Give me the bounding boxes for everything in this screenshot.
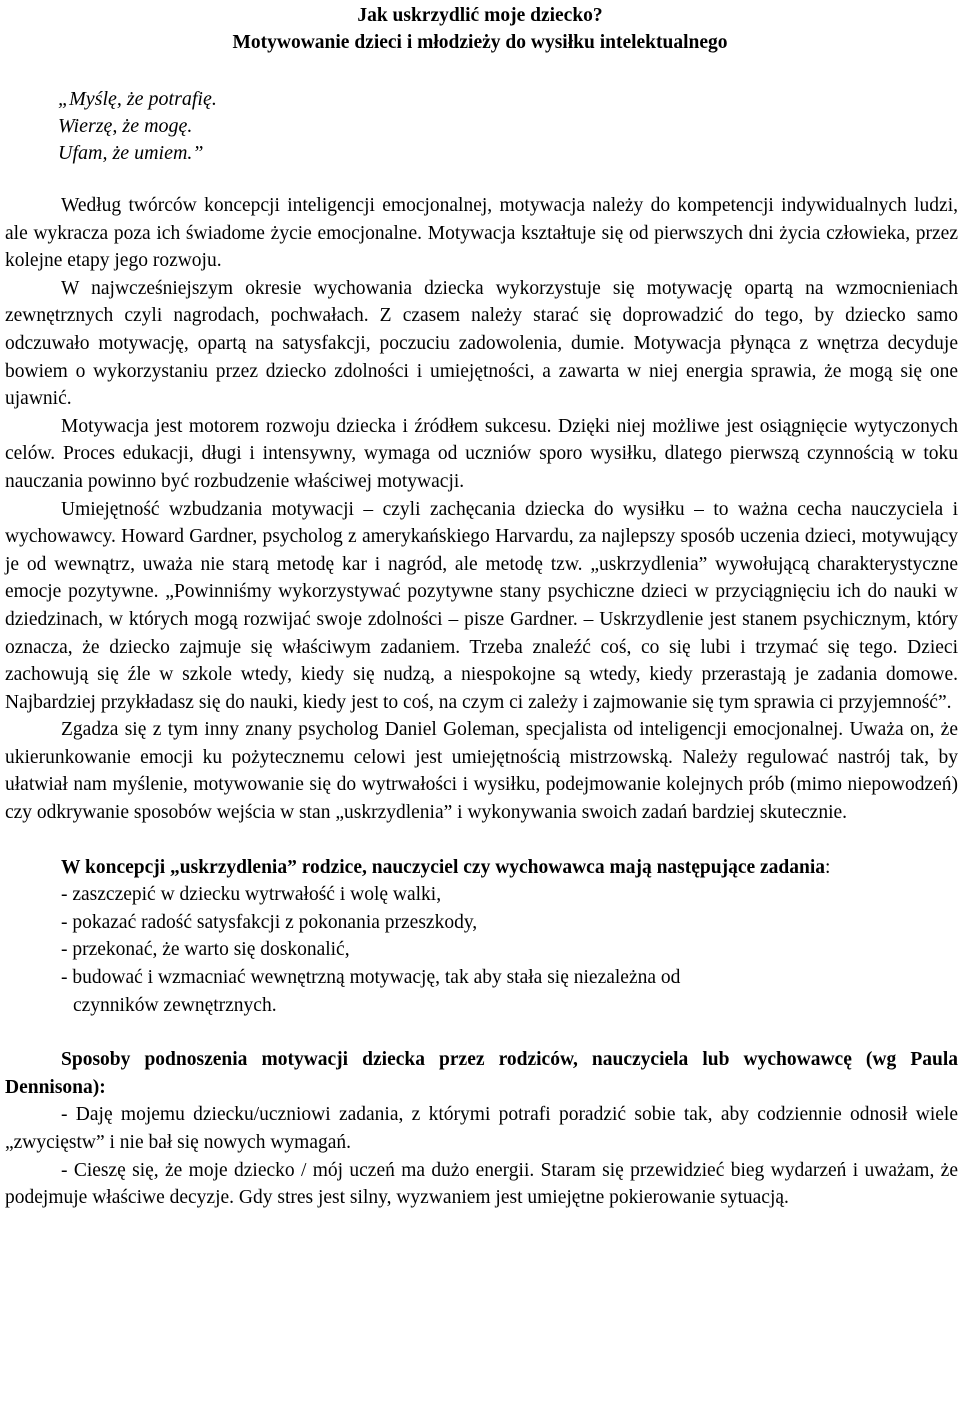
section-heading-bold: Sposoby podnoszenia motywacji dziecka przez rodziców, nauczyciela lub wychowawcę (wg Paula Dennisona): [5, 1049, 958, 1098]
section-heading-colon: : [825, 856, 831, 878]
paragraph: Zgadza się z tym inny znany psycholog Daniel Goleman, specjalista od inteligencji emocjonalnej. Uważa on, że ukierunkowanie emocji ku pożytecznemu celowi jest umiejętnością mistrzowską. Należy regulować nastrój tak, by ułatwiał nam myślenie, motywowanie się do wytrwałości i wysiłku, podejmowanie kolejnych prób (mimo niepowodzeń) czy odkrywanie sposobów wejścia w stan „uskrzydlenia” i wykonywania swoich zadań bardziej skutecznie. [5, 719, 958, 824]
document-title: Jak uskrzydlić moje dziecko? [357, 5, 603, 26]
paragraph: W najwcześniejszym okresie wychowania dziecka wykorzystuje się motywację opartą na wzmocnieniach zewnętrznych czyli nagrodach, pochwałach. Z czasem należy starać się doprowadzić do tego, by dziecko samo odczuwało motywację, opartą na satysfakcji, poczuciu zadowolenia, dumie. Motywacja płynąca z wnętrza decyduje bowiem o wykorzystaniu przez dziecko zdolności i umiejętności, a zawarta w niej energia sprawia, że mogą się one ujawnić. [5, 277, 958, 410]
list-item: - przekonać, że warto się doskonalić, [61, 939, 350, 961]
list-item: - Cieszę się, że moje dziecko / mój uczeń ma dużo energii. Staram się przewidzieć bieg wydarzeń i uważam, że podejmuje właściwe decyzje. Gdy stres jest silny, wyzwaniem jest umiejętne pokierowanie sytuacją. [5, 1159, 958, 1209]
section-heading-bold: W koncepcji „uskrzydlenia” rodzice, nauczyciel czy wychowawca mają następujące zadania [61, 856, 826, 878]
section-heading [5, 854, 958, 882]
list-item: - Daję mojemu dziecku/uczniowi zadania, z którymi potrafi poradzić sobie tak, aby codziennie odnosił wiele „zwycięstw” i nie bał się nowych wymagań. [5, 1104, 958, 1153]
motto-line: „Myślę, że potrafię. [58, 88, 217, 110]
paragraph: Umiejętność wzbudzania motywacji – czyli zachęcania dziecka do wysiłku – to ważna cecha nauczyciela i wychowawcy. Howard Gardner, psycholog z amerykańskiego Harvardu, za najlepszy sposób uczenia dzieci, motywujący je od wewnątrz, uważa nie starą metodę kar i nagród, ale metodę tzw. „uskrzydlenia” wywołującą charakterystyczne emocje pozytywne. „Powinniśmy wykorzystywać pozytywne stany psychiczne dzieci w przyciągnięciu ich do nauki w dziedzinach, w których mogą rozwijać swoje zdolności – pisze Gardner. – Uskrzydlenie jest stanem psychicznym, który oznacza, że dziecko zajmuje się właściwym zadaniem. Trzeba znaleźć coś, co się lubi i trzymać się tego. Dzieci zachowują się źle w szkole wtedy, kiedy się nudzą, a niespokojne są wtedy, kiedy przerastają je zadania domowe. Najbardziej przykładasz się do nauki, kiedy jest to coś, na czym ci zależy i zajmowanie się tym sprawia ci przyjemność”. [5, 498, 958, 713]
list-item: - zaszczepić w dziecku wytrwałość i wolę walki, [61, 884, 442, 906]
motto-line: Wierzę, że mogę. [58, 115, 193, 137]
list-item: - pokazać radość satysfakcji z pokonania przeszkody, [61, 911, 478, 933]
section-heading [5, 1046, 958, 1101]
document-subtitle: Motywowanie dzieci i młodzieży do wysiłku intelektualnego [232, 32, 728, 53]
list-item-continuation: czynników zewnętrznych. [73, 994, 277, 1016]
document-body [5, 192, 958, 1212]
list-item: - budować i wzmacniać wewnętrzną motywację, tak aby stała się niezależna od [61, 967, 681, 989]
motto [58, 86, 217, 167]
paragraph: Motywacja jest motorem rozwoju dziecka i źródłem sukcesu. Dzięki niej możliwe jest osiągnięcie wytyczonych celów. Proces edukacji, długi i intensywny, wymaga od uczniów sporo wysiłku, dlatego pierwszą czynnością w toku nauczania powinno być rozbudzenie właściwej motywacji. [5, 415, 958, 492]
paragraph: Według twórców koncepcji inteligencji emocjonalnej, motywacja należy do kompetencji indywidualnych ludzi, ale wykracza poza ich świadome życie emocjonalne. Motywacja kształtuje się od pierwszych dni życia człowieka, przez kolejne etapy jego rozwoju. [5, 195, 958, 272]
motto-line: Ufam, że umiem.” [58, 142, 204, 164]
